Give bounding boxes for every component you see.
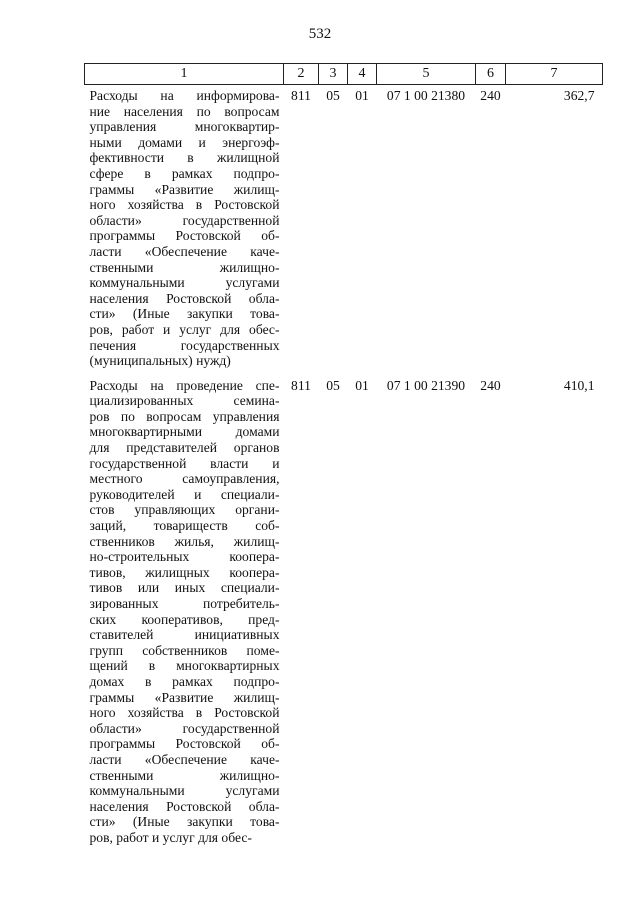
header-col-6: 6 [476,64,506,85]
description-line: заций, товариществ соб- [89,518,280,534]
subsection-code: 01 [355,88,369,103]
description-line: но-строительных коопера- [89,549,280,565]
page-number: 532 [308,26,332,42]
description-line: управления многоквартир- [89,119,280,135]
description-line: ров по вопросам управления [89,408,280,424]
description-line: для представителей органов [89,440,280,456]
header-col-1: 1 [85,64,284,85]
header-row [85,64,603,85]
description-line: населения Ростовской обла- [89,798,280,814]
header-col-2: 2 [284,64,319,85]
description-line: коммунальными услугами [89,783,280,799]
header-col-4: 4 [348,64,377,85]
description-line: (муниципальных) нужд) [89,353,231,369]
description-line: ными домами и энергоэф- [89,134,280,150]
target-article-code: 07 1 00 21390 [386,377,466,393]
description-line: ного хозяйства в Ростовской [89,705,280,721]
ministry-code: 811 [291,377,311,393]
description-line: зированных потребитель- [89,596,280,611]
budget-table [84,63,603,852]
description-line: щений в многоквартирных [89,658,280,674]
description-line: государственной власти и [89,455,280,471]
description-line: Расходы на проведение спе- [89,377,280,393]
description-line: области» государственной [89,720,280,736]
header-col-7: 7 [506,64,603,85]
description-line: руководителей и специали- [89,486,280,502]
description-line: многоквартирными домами [89,424,280,440]
description-line: ственными жилищно- [89,767,280,783]
expense-type-code: 240 [480,88,501,103]
description-line: тивов, жилищных коопера- [89,564,280,580]
description-line: Расходы на информирова- [89,88,280,103]
description-line: домах в рамках подпро- [89,673,280,689]
amount-value: 410,1 [563,377,595,393]
description-line: сти» (Иные закупки това- [89,814,280,830]
description-line: сти» (Иные закупки това- [89,306,280,322]
description-line: ственными жилищно- [89,259,280,275]
description-line: программы Ростовской об- [89,736,280,752]
description-line: ставителей инициативных [89,627,280,643]
row-description [85,85,284,375]
description-line: населения Ростовской обла- [89,290,280,306]
description-line: фективности в жилищной [89,150,280,166]
description-line: ственников жилья, жилищ- [89,533,280,549]
description-line: коммунальными услугами [89,275,280,291]
description-line: стов управляющих органи- [89,502,280,518]
target-article-code: 07 1 00 21380 [386,88,466,103]
description-line: ласти «Обеспечение каче- [89,243,280,259]
ministry-code: 811 [291,88,311,103]
description-line: области» государственной [89,212,280,228]
table-row [85,375,603,852]
subsection-code: 01 [355,377,369,393]
description-line: ние населения по вопросам [89,103,280,119]
description-line: печения государственных [89,337,280,353]
description-line: групп собственников поме- [89,642,280,658]
description-line: граммы «Развитие жилищ- [89,181,280,197]
description-line: ласти «Обеспечение каче- [89,751,280,767]
description-line: ских кооперативов, пред- [89,611,280,627]
section-code: 05 [326,377,340,393]
description-line: тивов или иных специали- [89,580,280,596]
description-line: ного хозяйства в Ростовской [89,197,280,213]
description-line: ров, работ и услуг для обес- [89,829,252,845]
section-code: 05 [326,88,340,103]
row-description [85,375,284,852]
description-line: ров, работ и услуг для обес- [89,321,280,337]
amount-value: 362,7 [563,88,595,103]
description-line: циализированных семина- [89,393,280,409]
table-row [85,85,603,375]
description-line: граммы «Развитие жилищ- [89,689,280,705]
description-line: сфере в рамках подпро- [89,165,280,181]
expense-type-code: 240 [480,377,501,393]
header-col-3: 3 [319,64,348,85]
header-col-5: 5 [377,64,476,85]
description-line: программы Ростовской об- [89,228,280,244]
description-line: местного самоуправления, [89,471,280,487]
